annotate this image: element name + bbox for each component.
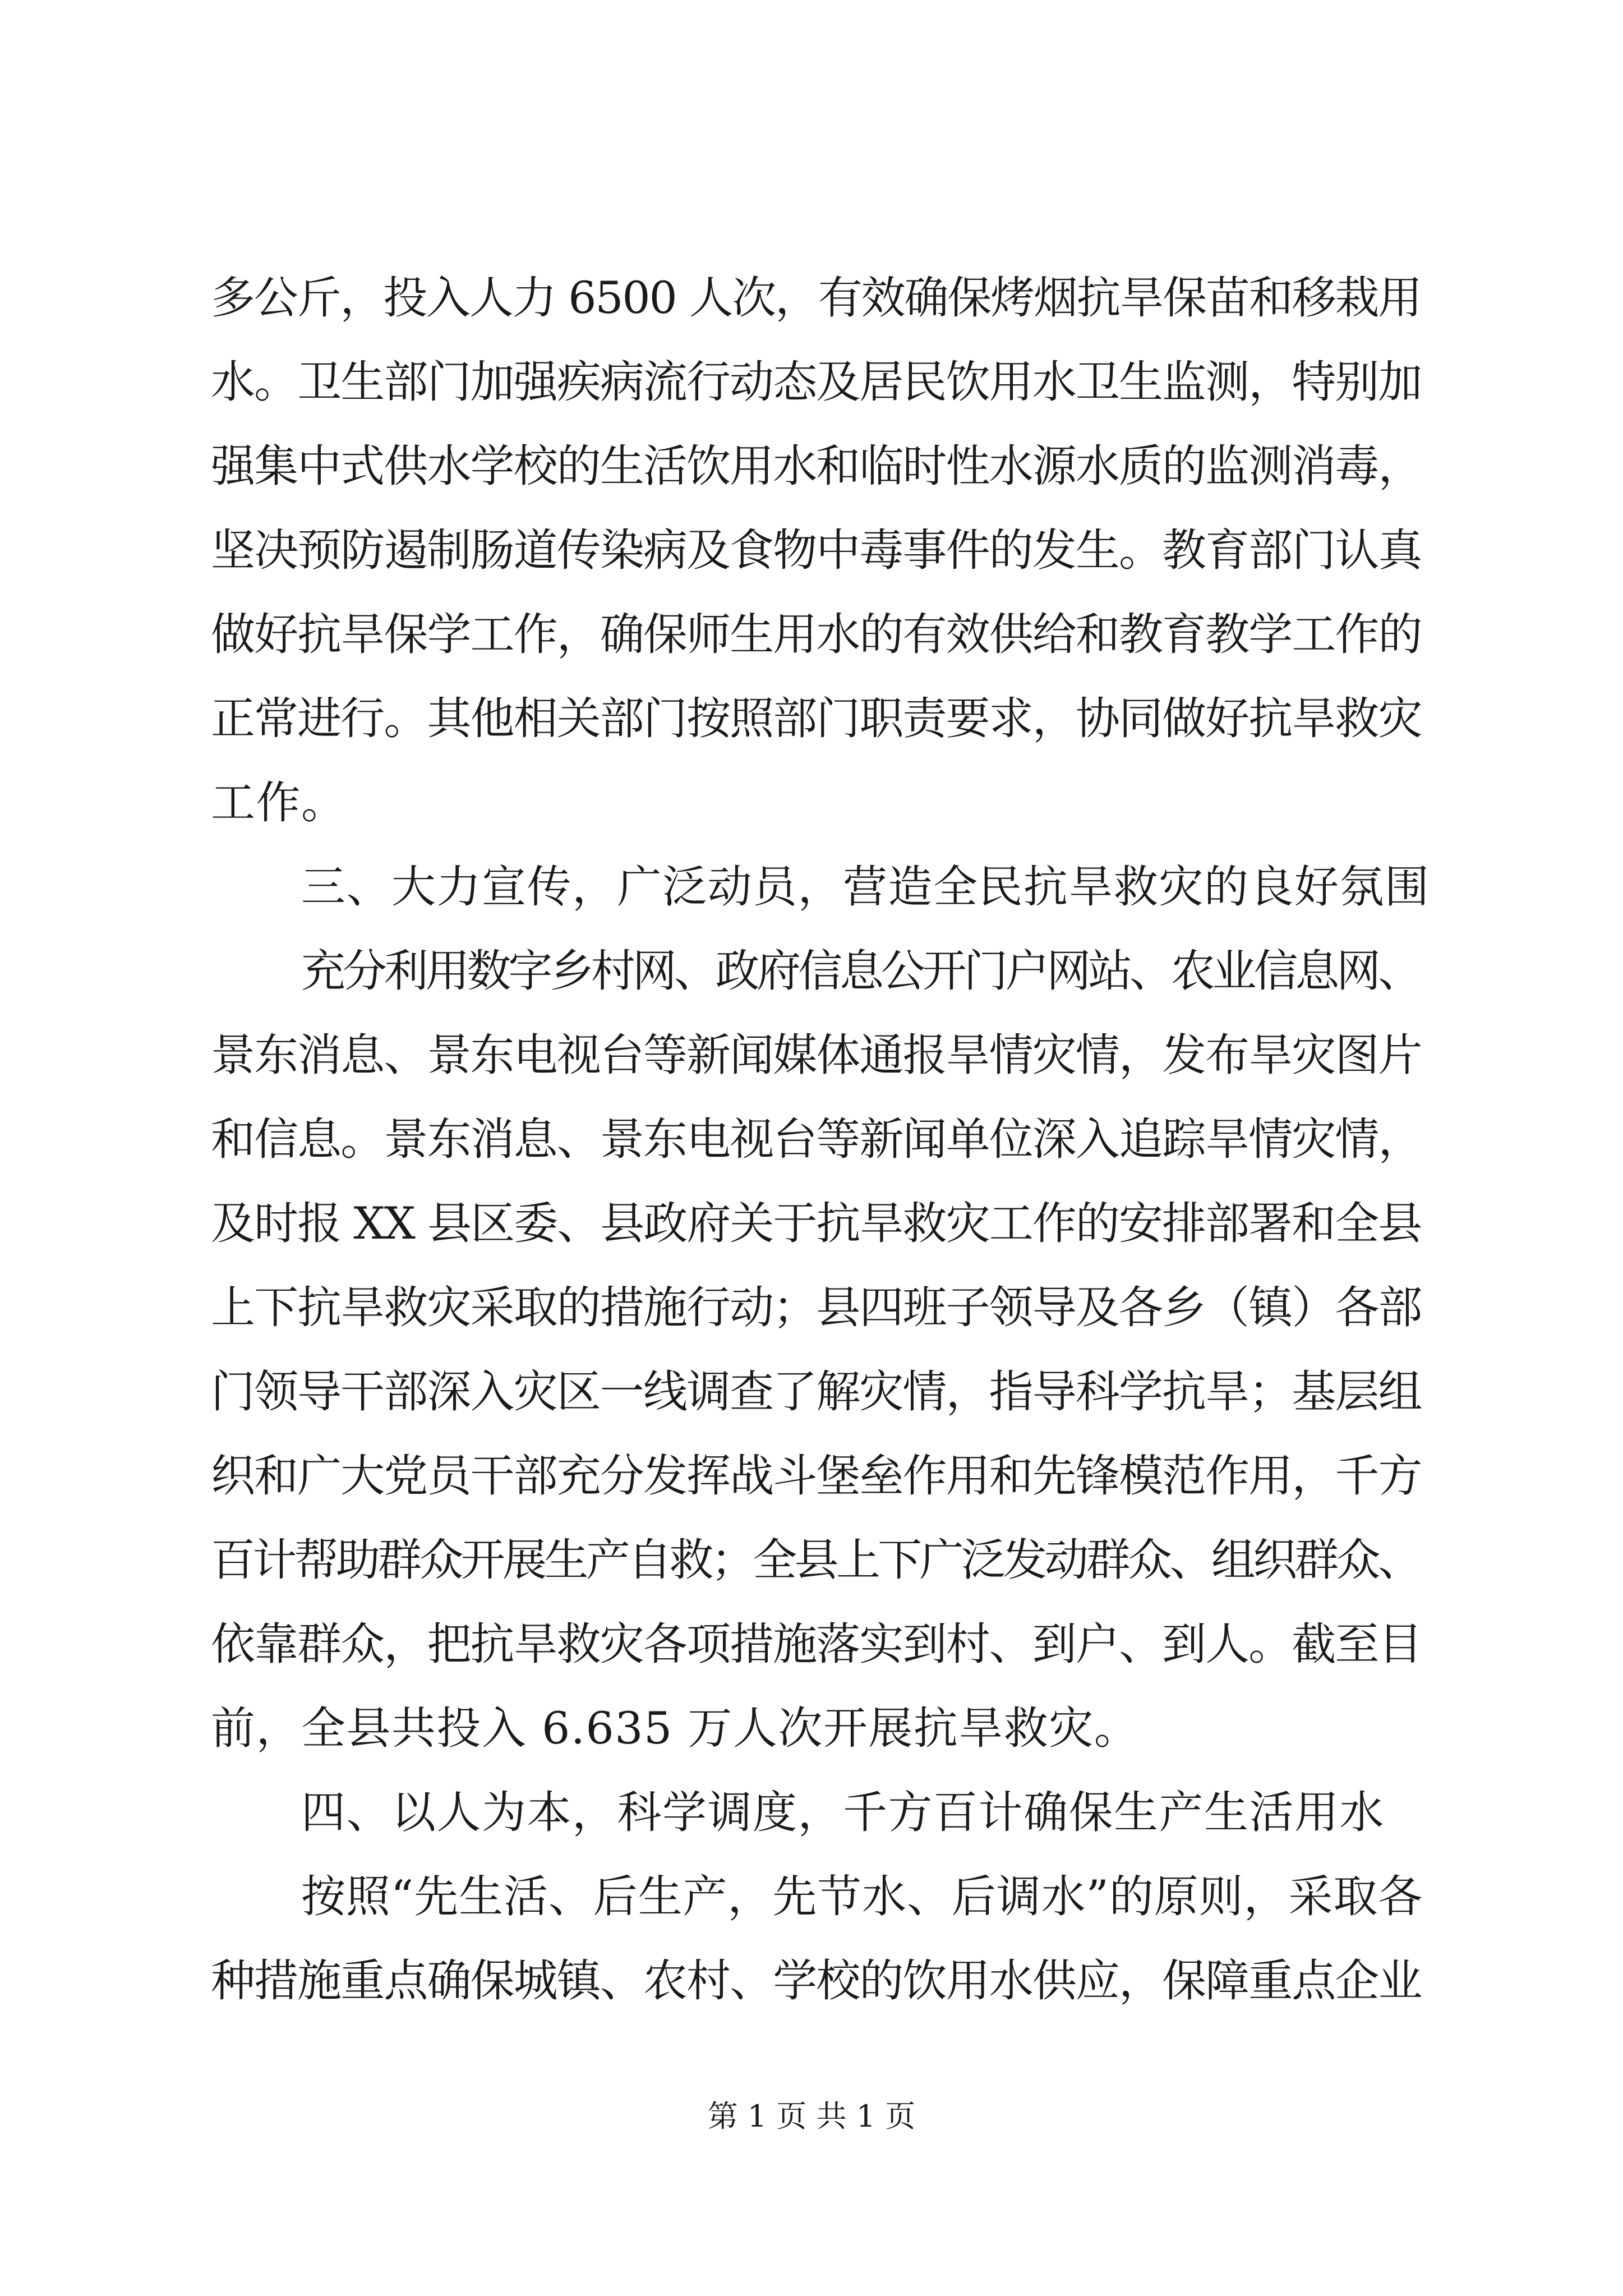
paragraph-line: 水。卫生部门加强疾病流行动态及居民饮用水卫生监测，特别加 xyxy=(211,356,1422,408)
paragraph-line: 及时报 XX 县区委、县政府关于抗旱救灾工作的安排部署和全县 xyxy=(211,1198,1422,1249)
paragraph-line: 工作。 xyxy=(211,777,347,829)
paragraph-line: 和信息。景东消息、景东电视台等新闻单位深入追踪旱情灾情， xyxy=(211,1114,1422,1165)
page-footer: 第 1 页 共 1 页 xyxy=(707,2099,916,2134)
paragraph-line: 前，全县共投入 6.635 万人次开展抗旱救灾。 xyxy=(211,1703,1140,1754)
paragraph-line: 多公斤，投入人力 6500 人次，有效确保烤烟抗旱保苗和移栽用 xyxy=(211,272,1422,324)
paragraph-line: 按照“先生活、后生产，先节水、后调水”的原则，采取各 xyxy=(301,1871,1423,1922)
paragraph-line: 门领导干部深入灾区一线调查了解灾情，指导科学抗旱；基层组 xyxy=(211,1366,1422,1418)
paragraph-line: 充分利用数字乡村网、政府信息公开门户网站、农业信息网、 xyxy=(301,945,1419,997)
section-heading: 四、以人为本，科学调度，千方百计确保生产生活用水 xyxy=(301,1787,1385,1838)
paragraph-line: 织和广大党员干部充分发挥战斗堡垒作用和先锋模范作用，千方 xyxy=(211,1450,1422,1502)
paragraph-line: 上下抗旱救灾采取的措施行动；县四班子领导及各乡（镇）各部 xyxy=(211,1282,1422,1333)
paragraph-line: 做好抗旱保学工作，确保师生用水的有效供给和教育教学工作的 xyxy=(211,609,1422,660)
paragraph-line: 景东消息、景东电视台等新闻媒体通报旱情灾情，发布旱灾图片 xyxy=(211,1029,1422,1081)
paragraph-line: 种措施重点确保城镇、农村、学校的饮用水供应，保障重点企业 xyxy=(211,1955,1422,2007)
paragraph-line: 百计帮助群众开展生产自救；全县上下广泛发动群众、组织群众、 xyxy=(211,1534,1420,1586)
paragraph-line: 坚决预防遏制肠道传染病及食物中毒事件的发生。教育部门认真 xyxy=(211,524,1422,576)
paragraph-line: 正常进行。其他相关部门按照部门职责要求，协同做好抗旱救灾 xyxy=(211,693,1422,744)
section-heading: 三、大力宣传，广泛动员，营造全民抗旱救灾的良好氛围 xyxy=(301,861,1430,913)
paragraph-line: 依靠群众，把抗旱救灾各项措施落实到村、到户、到人。截至目 xyxy=(211,1618,1422,1670)
paragraph-line: 强集中式供水学校的生活饮用水和临时性水源水质的监测消毒， xyxy=(211,440,1422,492)
